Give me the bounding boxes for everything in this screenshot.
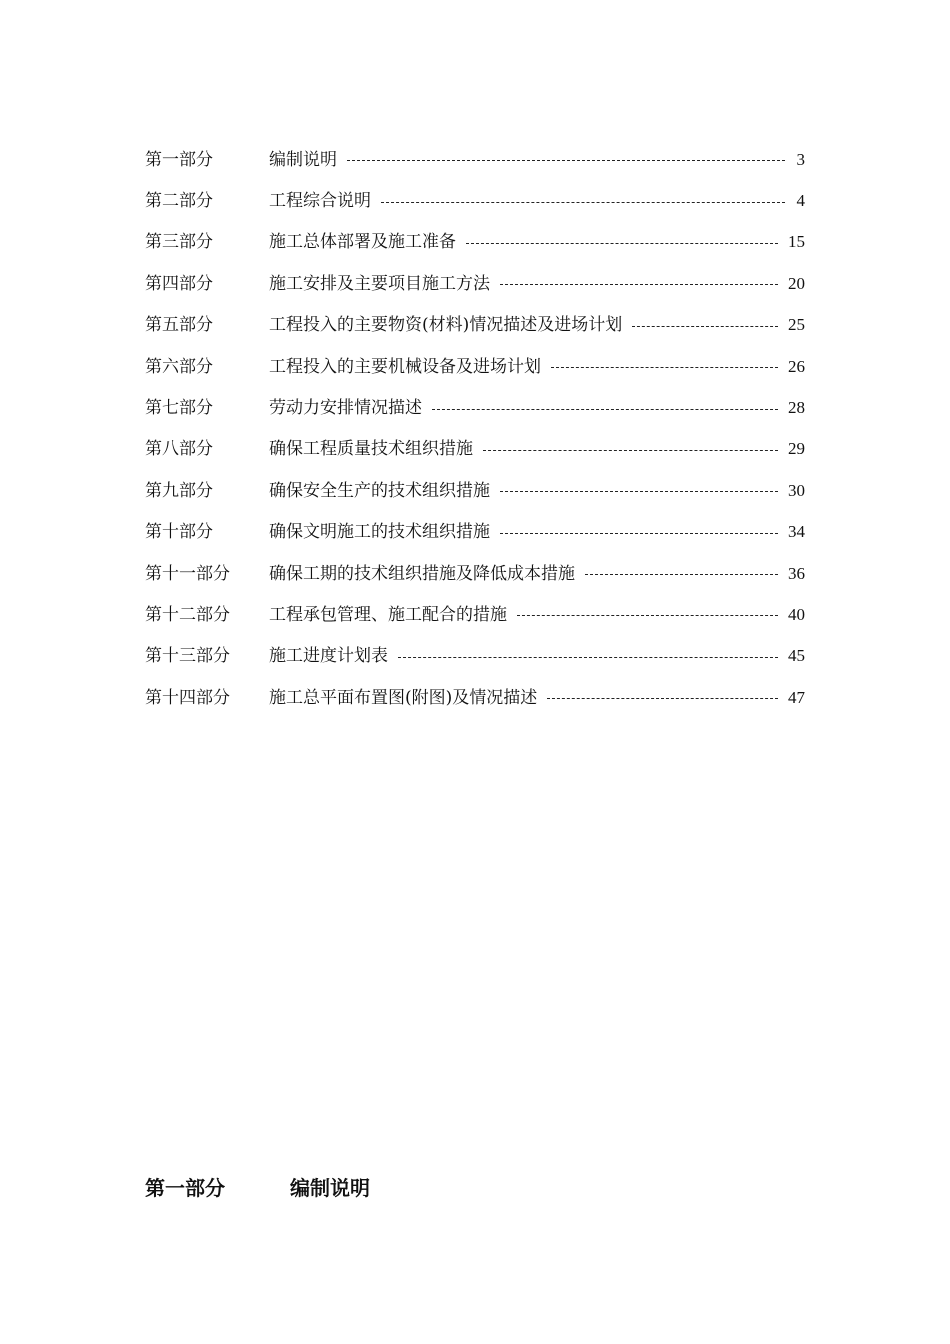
toc-entry[interactable] (145, 180, 805, 221)
toc-page-number: 25 (788, 315, 805, 335)
toc-title: 施工进度计划表 (269, 646, 388, 667)
toc-part-label: 第七部分 (145, 398, 213, 419)
toc-page-number: 26 (788, 356, 805, 376)
toc-entry[interactable] (145, 636, 805, 677)
toc-title: 确保工期的技术组织措施及降低成本措施 (269, 563, 575, 584)
toc-dot-leader (347, 160, 785, 161)
section-title: 编制说明 (290, 1176, 370, 1200)
toc-dot-leader (585, 574, 778, 575)
toc-dot-leader (547, 698, 778, 699)
toc-title: 工程投入的主要物资(材料)情况描述及进场计划 (269, 315, 623, 336)
toc-title: 施工总平面布置图(附图)及情况描述 (269, 687, 538, 708)
toc-dot-leader (517, 615, 778, 616)
toc-title: 编制说明 (269, 149, 337, 170)
table-of-contents (145, 139, 805, 718)
toc-part-label: 第一部分 (145, 149, 213, 170)
toc-page-number: 29 (788, 439, 805, 459)
toc-title: 工程综合说明 (269, 191, 371, 212)
toc-entry[interactable] (145, 677, 805, 718)
toc-part-label: 第八部分 (145, 439, 213, 460)
toc-page-number: 3 (796, 149, 805, 169)
toc-entry[interactable] (145, 594, 805, 635)
section-part-label: 第一部分 (145, 1176, 225, 1200)
toc-part-label: 第六部分 (145, 356, 213, 377)
toc-part-label: 第九部分 (145, 480, 213, 501)
toc-part-label: 第五部分 (145, 315, 213, 336)
toc-page-number: 28 (788, 398, 805, 418)
toc-dot-leader (500, 533, 778, 534)
toc-page-number: 36 (788, 563, 805, 583)
toc-dot-leader (466, 243, 778, 244)
toc-entry[interactable] (145, 263, 805, 304)
toc-part-label: 第十四部分 (145, 687, 230, 708)
toc-entry[interactable] (145, 222, 805, 263)
toc-page-number: 40 (788, 604, 805, 624)
toc-part-label: 第十二部分 (145, 604, 230, 625)
toc-entry[interactable] (145, 470, 805, 511)
toc-entry[interactable] (145, 429, 805, 470)
section-heading (145, 1172, 370, 1201)
toc-dot-leader (483, 450, 778, 451)
toc-dot-leader (500, 491, 778, 492)
toc-dot-leader (551, 367, 778, 368)
toc-part-label: 第二部分 (145, 191, 213, 212)
toc-entry[interactable] (145, 512, 805, 553)
toc-title: 工程投入的主要机械设备及进场计划 (269, 356, 541, 377)
toc-title: 确保安全生产的技术组织措施 (269, 480, 490, 501)
toc-title: 施工安排及主要项目施工方法 (269, 273, 490, 294)
toc-page-number: 34 (788, 522, 805, 542)
toc-dot-leader (432, 409, 778, 410)
toc-part-label: 第四部分 (145, 273, 213, 294)
toc-part-label: 第十三部分 (145, 646, 230, 667)
toc-part-label: 第十一部分 (145, 563, 230, 584)
toc-title: 劳动力安排情况描述 (269, 398, 422, 419)
toc-entry[interactable] (145, 553, 805, 594)
toc-page-number: 45 (788, 646, 805, 666)
toc-page-number: 47 (788, 687, 805, 707)
toc-page-number: 30 (788, 480, 805, 500)
toc-title: 确保文明施工的技术组织措施 (269, 522, 490, 543)
toc-page-number: 20 (788, 273, 805, 293)
toc-dot-leader (500, 284, 778, 285)
toc-title: 确保工程质量技术组织措施 (269, 439, 473, 460)
toc-title: 工程承包管理、施工配合的措施 (269, 604, 507, 625)
toc-entry[interactable] (145, 139, 805, 180)
toc-entry[interactable] (145, 387, 805, 428)
toc-dot-leader (381, 202, 785, 203)
toc-part-label: 第十部分 (145, 522, 213, 543)
toc-dot-leader (398, 657, 778, 658)
toc-entry[interactable] (145, 305, 805, 346)
toc-dot-leader (632, 326, 778, 327)
toc-part-label: 第三部分 (145, 232, 213, 253)
toc-page-number: 15 (788, 232, 805, 252)
toc-entry[interactable] (145, 346, 805, 387)
toc-title: 施工总体部署及施工准备 (269, 232, 456, 253)
toc-page-number: 4 (796, 191, 805, 211)
